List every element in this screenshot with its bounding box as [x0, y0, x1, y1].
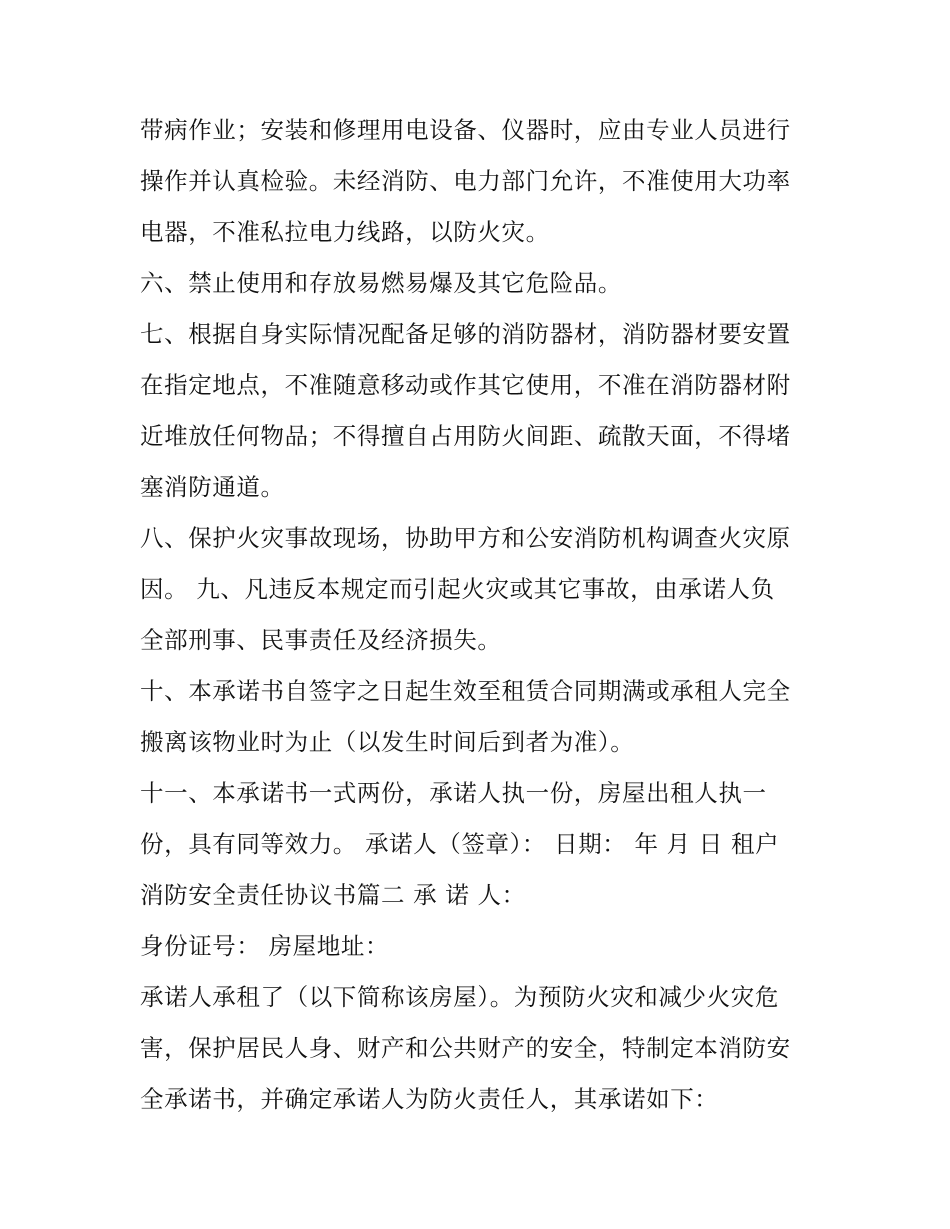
text-line: 因。 九、凡违反本规定而引起火灾或其它事故，由承诺人负 [140, 575, 775, 603]
text-line: 身份证号： 房屋地址： [140, 932, 390, 960]
text-line: 份，具有同等效力。 承诺人（签章）： 日期： 年 月 日 租户 [140, 830, 780, 858]
text-line: 电器，不准私拉电力线路，以防火灾。 [140, 218, 550, 246]
text-line: 八、保护火灾事故现场，协助甲方和公安消防机构调查火灾原 [140, 524, 791, 552]
text-line: 带病作业；安装和修理用电设备、仪器时，应由专业人员进行 [140, 116, 791, 144]
document-body [140, 105, 830, 1125]
text-line: 承诺人承租了（以下简称该房屋）。为预防火灾和减少火灾危 [140, 983, 779, 1011]
text-line: 近堆放任何物品；不得擅自占用防火间距、疏散天面，不得堵 [140, 422, 791, 450]
text-line: 搬离该物业时为止（以发生时间后到者为准）。 [140, 728, 635, 756]
text-line: 塞消防通道。 [140, 473, 285, 501]
text-line: 操作并认真检验。未经消防、电力部门允许，不准使用大功率 [140, 167, 791, 195]
text-line: 六、禁止使用和存放易燃易爆及其它危险品。 [140, 269, 622, 297]
text-line: 七、根据自身实际情况配备足够的消防器材，消防器材要安置 [140, 320, 791, 348]
text-line: 全部刑事、民事责任及经济损失。 [140, 626, 502, 654]
text-line: 消防安全责任协议书篇二 承 诺 人： [140, 881, 526, 909]
text-line: 害，保护居民人身、财产和公共财产的安全，特制定本消防安 [140, 1034, 791, 1062]
text-line: 十、本承诺书自签字之日起生效至租赁合同期满或承租人完全 [140, 677, 791, 705]
text-line: 全承诺书，并确定承诺人为防火责任人，其承诺如下： [140, 1085, 719, 1113]
text-line: 在指定地点，不准随意移动或作其它使用，不准在消防器材附 [140, 371, 791, 399]
text-line: 十一、本承诺书一式两份，承诺人执一份，房屋出租人执一 [140, 779, 767, 807]
